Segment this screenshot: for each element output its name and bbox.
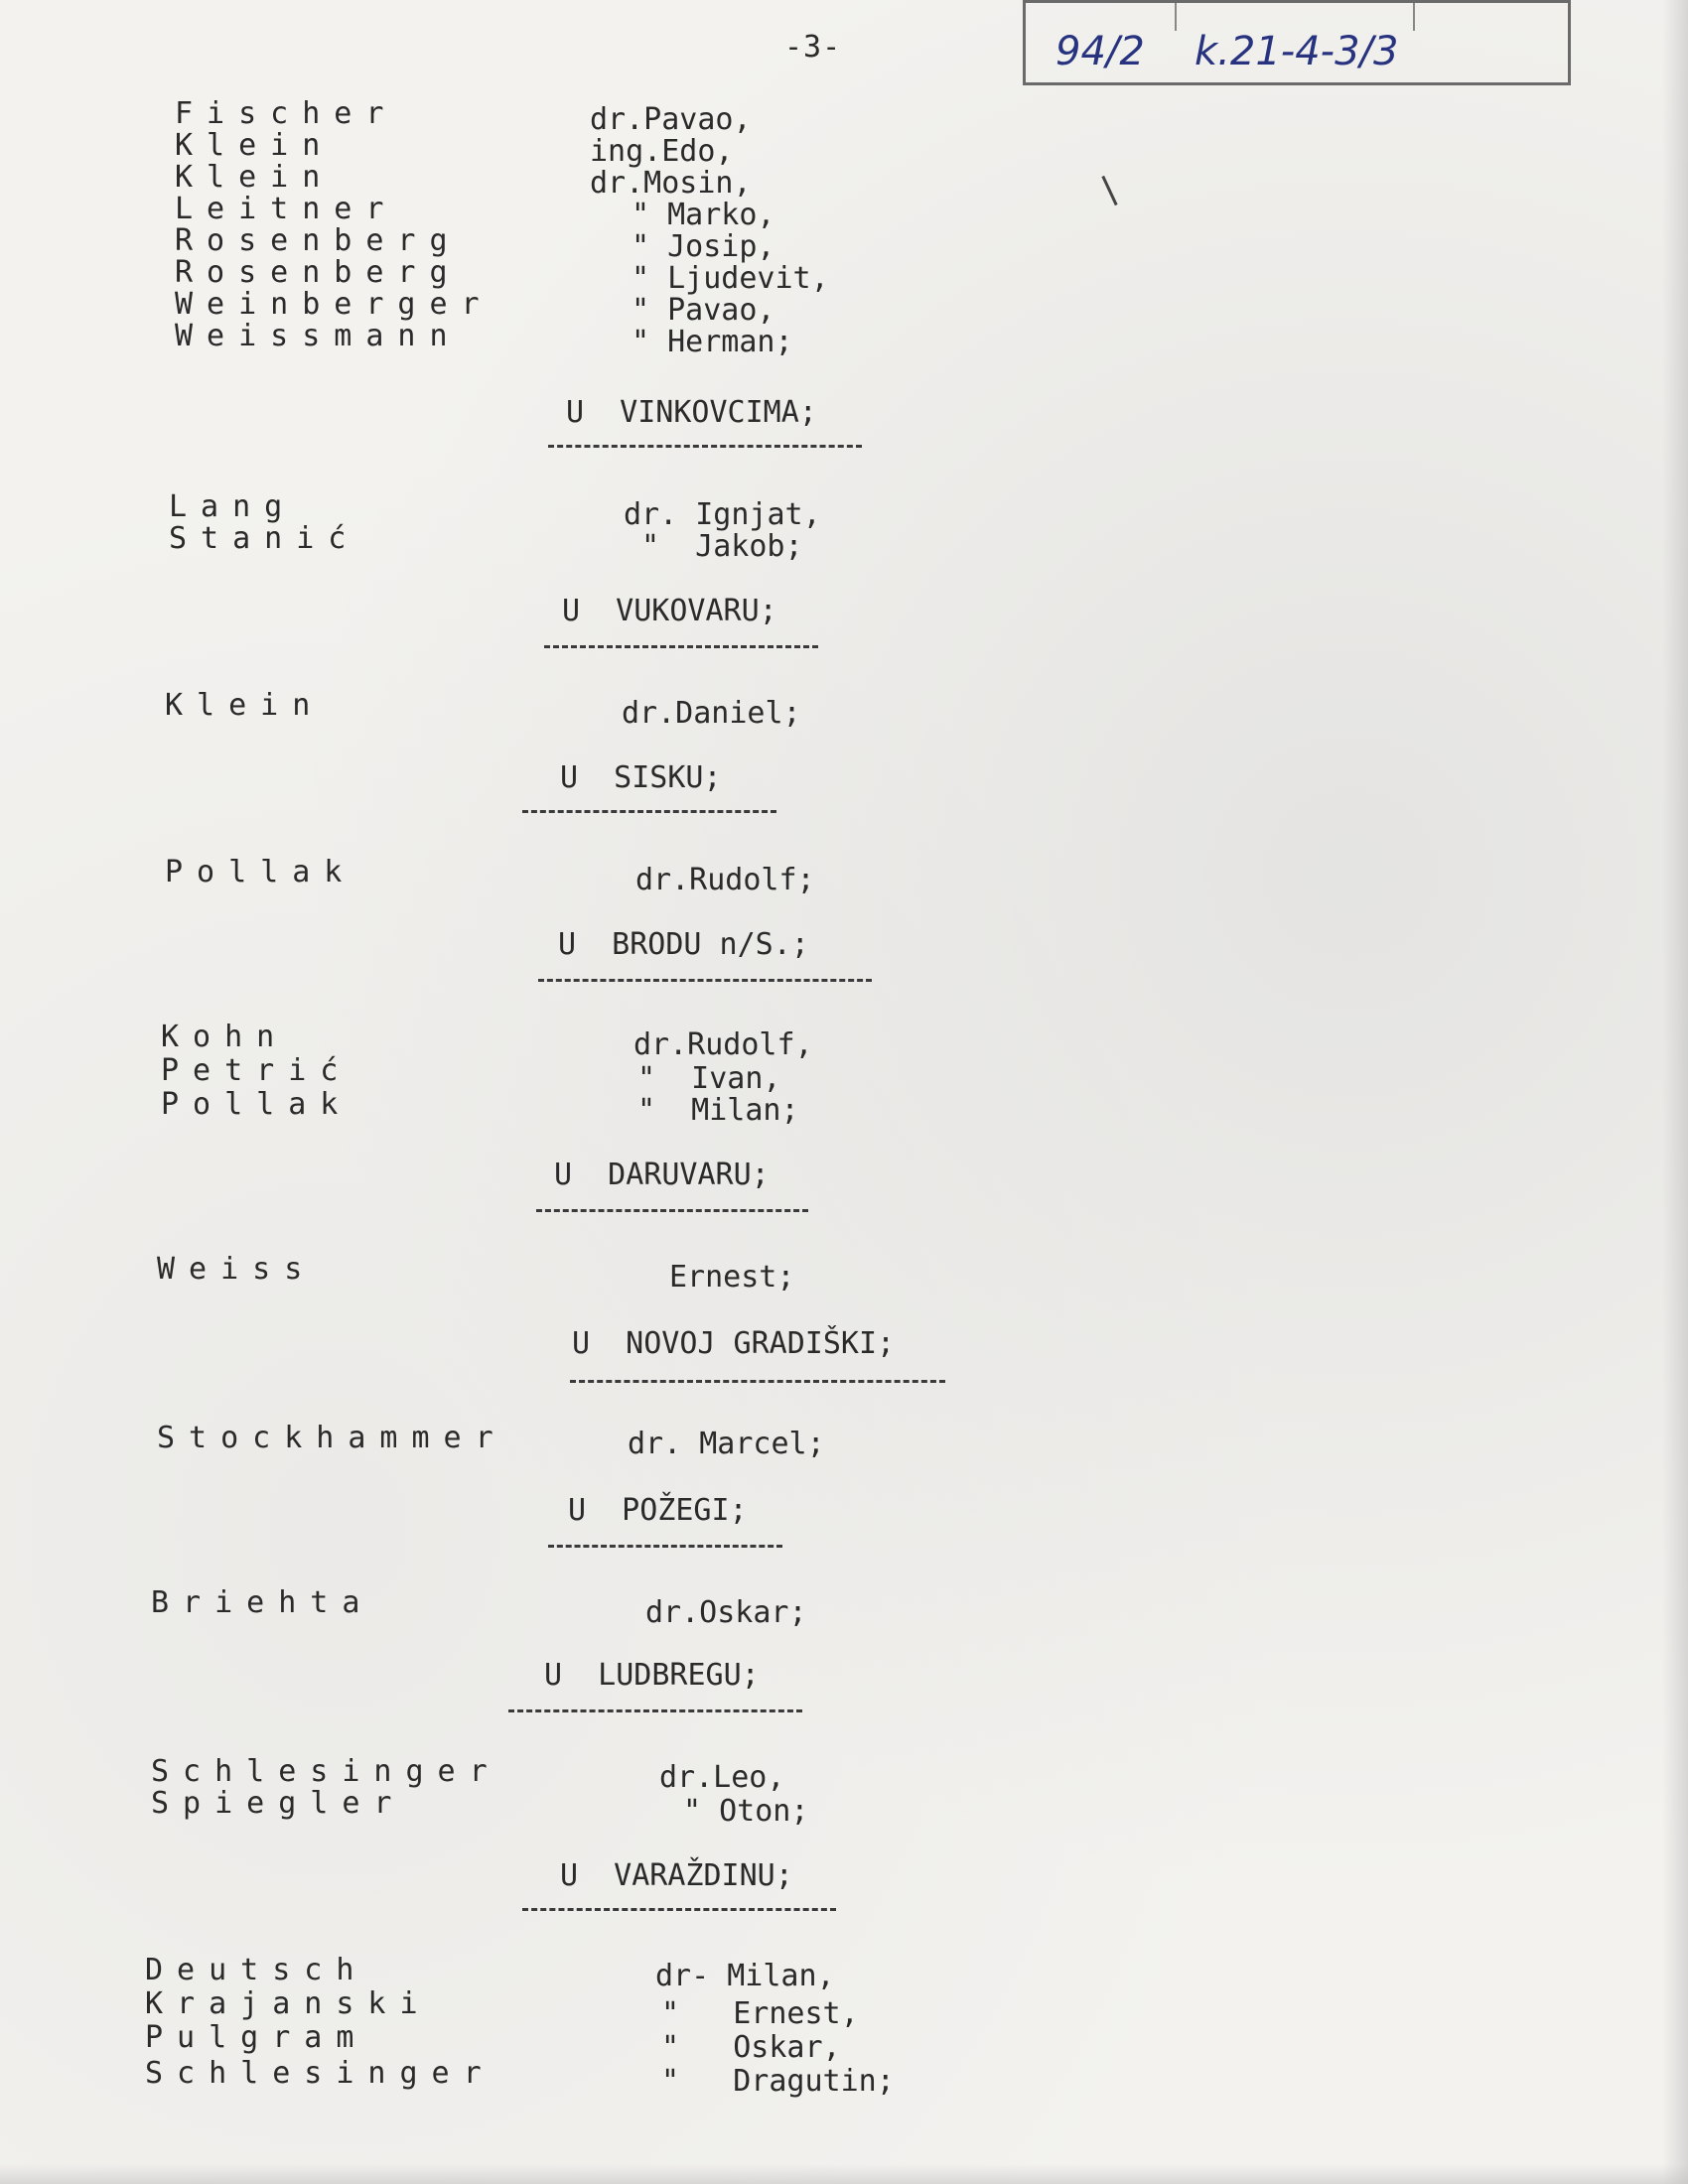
surname: Krajanski (145, 1986, 432, 2021)
archive-stamp (1023, 0, 1571, 85)
given-name: " Pavao, (632, 293, 775, 328)
given-name: dr.Rudolf, (633, 1027, 813, 1062)
heading-underline (570, 1380, 945, 1383)
given-name: dr.Pavao, (590, 102, 752, 137)
heading-underline (522, 810, 776, 813)
surname: Pollak (165, 855, 356, 889)
surname: Lang (169, 489, 297, 524)
scan-bottom-shadow (0, 2164, 1688, 2184)
surname: Briehta (151, 1585, 374, 1620)
given-name: " Jakob; (641, 529, 803, 564)
given-name: ing.Edo, (590, 134, 734, 169)
surname: Rosenberg (175, 223, 462, 258)
given-name: " Oton; (683, 1794, 809, 1829)
given-name: " Dragutin; (661, 2064, 895, 2099)
surname: Klein (175, 128, 335, 163)
surname: Spiegler (151, 1786, 406, 1821)
given-name: dr- Milan, (655, 1959, 835, 1993)
town-heading: U SISKU; (560, 760, 722, 795)
given-name: " Ernest, (661, 1996, 859, 2031)
heading-underline (548, 1545, 782, 1548)
surname: Schlesinger (151, 1754, 501, 1789)
given-name: " Marko, (632, 198, 775, 232)
surname: Klein (165, 688, 325, 723)
given-name: dr. Ignjat, (624, 497, 821, 532)
given-name: dr.Rudolf; (635, 863, 815, 897)
heading-underline (536, 1209, 808, 1212)
surname: Leitner (175, 192, 398, 226)
surname: Kohn (161, 1020, 289, 1054)
town-heading: U POŽEGI; (568, 1493, 748, 1528)
given-name: " Ivan, (637, 1061, 781, 1096)
surname: Rosenberg (175, 255, 462, 290)
surname: Pollak (161, 1087, 352, 1122)
town-heading: U LUDBREGU; (544, 1658, 760, 1693)
heading-underline (522, 1908, 836, 1911)
surname: Petrić (161, 1053, 352, 1088)
given-name: dr.Leo, (659, 1760, 785, 1795)
given-name: dr.Mosin, (590, 166, 752, 201)
given-name: " Oskar, (661, 2030, 841, 2065)
given-name: " Josip, (632, 229, 775, 264)
stamp-right-ref: k.21-4-3/3 (1195, 29, 1399, 74)
heading-underline (538, 979, 872, 982)
given-name: Ernest; (669, 1260, 795, 1295)
given-name: dr. Marcel; (628, 1427, 825, 1461)
surname: Schlesinger (145, 2056, 495, 2091)
stamp-left-ref: 94/2 (1055, 29, 1145, 74)
surname: Weissmann (175, 319, 462, 353)
given-name: dr.Oskar; (645, 1595, 807, 1630)
surname: Stanić (169, 521, 360, 556)
surname: Fischer (175, 96, 398, 131)
town-heading: U BRODU n/S.; (558, 927, 809, 962)
pen-mark (1101, 176, 1117, 205)
town-heading: U VINKOVCIMA; (566, 395, 817, 430)
surname: Deutsch (145, 1953, 368, 1987)
surname: Stockhammer (157, 1421, 507, 1455)
heading-underline (544, 645, 818, 648)
stamp-divider (1175, 3, 1177, 31)
stamp-divider (1413, 3, 1415, 31)
given-name: dr.Daniel; (622, 696, 801, 731)
given-name: " Milan; (637, 1093, 799, 1128)
page-number: -3- (784, 30, 842, 65)
heading-underline (508, 1709, 802, 1712)
town-heading: U VUKOVARU; (562, 594, 777, 628)
given-name: " Ljudevit, (632, 261, 829, 296)
given-name: " Herman; (632, 325, 793, 359)
town-heading: U DARUVARU; (554, 1158, 770, 1192)
surname: Klein (175, 160, 335, 195)
surname: Pulgram (145, 2020, 368, 2055)
scan-edge-shadow (1662, 0, 1688, 2184)
surname: Weiss (157, 1252, 317, 1287)
heading-underline (548, 445, 862, 448)
town-heading: U VARAŽDINU; (560, 1858, 793, 1893)
surname: Weinberger (175, 287, 493, 322)
town-heading: U NOVOJ GRADIŠKI; (572, 1326, 896, 1361)
